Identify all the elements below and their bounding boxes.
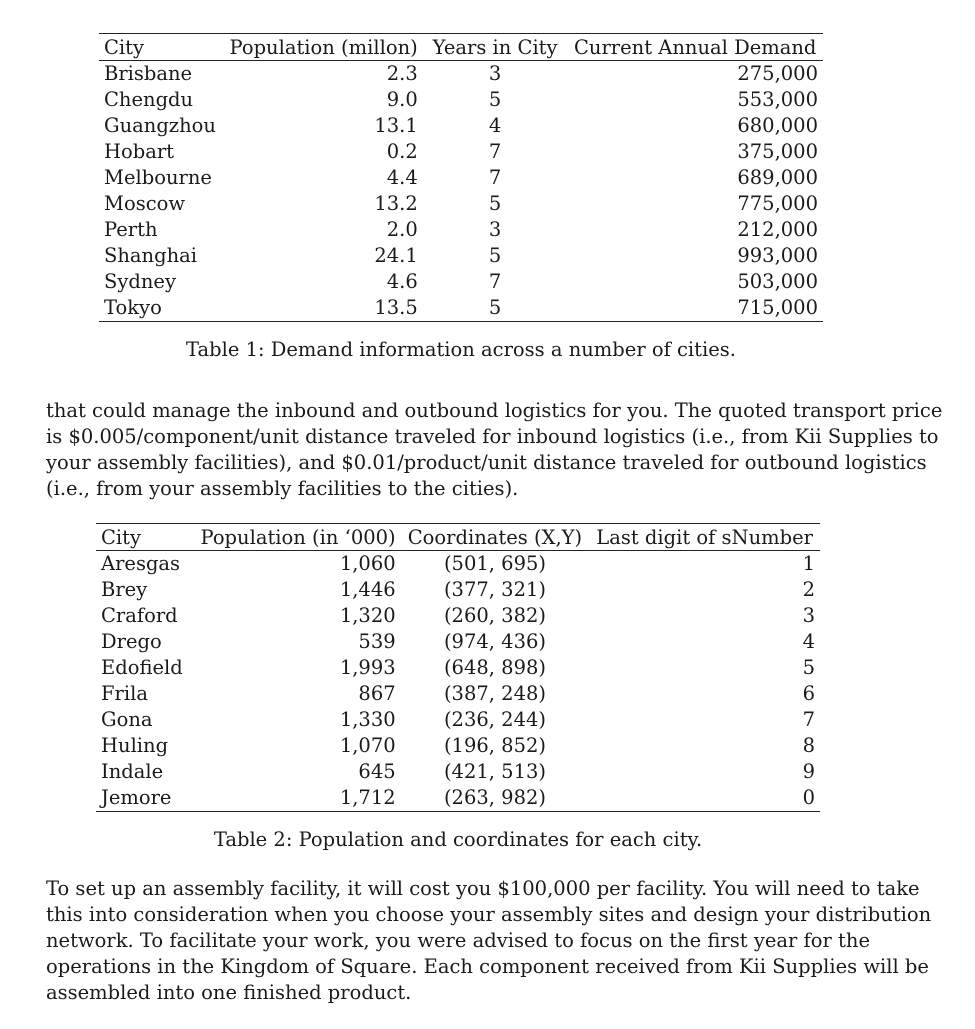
table-cell: (421, 513) (443, 760, 546, 783)
paragraph-line: To set up an assembly facility, it will cost you $100,000 per facility. You will need to take (46, 877, 920, 900)
table-cell: (501, 695) (443, 552, 546, 575)
population-coordinates-table (96, 523, 820, 812)
table-cell: 13.5 (374, 296, 418, 319)
table-row (99, 87, 823, 113)
table-cell: 0 (802, 786, 815, 809)
table-cell: 5 (802, 656, 815, 679)
table-cell: 1,330 (339, 708, 396, 731)
table-row (96, 681, 820, 707)
table-cell: 5 (488, 244, 502, 267)
table-row (99, 269, 823, 295)
logistics-paragraph (46, 398, 943, 502)
table-cell: 3 (488, 218, 502, 241)
population-table-body (96, 551, 820, 812)
table-row (96, 785, 820, 812)
table2-caption: Table 2: Population and coordinates for each city. (213, 828, 703, 851)
table-cell: 275,000 (737, 62, 818, 85)
paragraph-line: network. To facilitate your work, you were advised to focus on the first year for the (46, 929, 870, 952)
table-cell: Melbourne (104, 166, 212, 189)
table-cell: Edofield (101, 656, 183, 679)
table-row (96, 603, 820, 629)
table-cell: 1,993 (339, 656, 396, 679)
paragraph-line: this into consideration when you choose your assembly sites and design your distribution (46, 903, 932, 926)
table-cell: Aresgas (101, 552, 181, 575)
table-cell: Brey (101, 578, 148, 601)
table-cell: 9 (802, 760, 815, 783)
table-cell: Sydney (104, 270, 176, 293)
column-header: Coordinates (X,Y) (407, 525, 583, 549)
table-cell: 1,060 (339, 552, 396, 575)
table-cell: Drego (101, 630, 162, 653)
table-cell: 2 (802, 578, 815, 601)
table-cell: Gona (101, 708, 153, 731)
table-cell: (236, 244) (443, 708, 546, 731)
table-cell: 6 (802, 682, 815, 705)
table-cell: 5 (488, 88, 502, 111)
assembly-paragraph (46, 876, 932, 1006)
column-header: Last digit of sNumber (596, 525, 813, 549)
table-cell: 775,000 (737, 192, 818, 215)
table-cell: 7 (802, 708, 815, 731)
table-row (96, 577, 820, 603)
demand-table-body (99, 61, 823, 322)
table-cell: 1,320 (339, 604, 396, 627)
table-cell: Frila (101, 682, 148, 705)
table-cell: 4.6 (386, 270, 418, 293)
table-cell: 993,000 (737, 244, 818, 267)
column-header: Population (millon) (229, 35, 418, 59)
table-row (96, 707, 820, 733)
table-row (99, 243, 823, 269)
table-cell: 13.1 (374, 114, 418, 137)
demand-table (99, 33, 823, 322)
table-row (96, 733, 820, 759)
table-cell: Huling (101, 734, 169, 757)
table-cell: 375,000 (737, 140, 818, 163)
table-cell: Craford (101, 604, 178, 627)
paragraph-line: assembled into one finished product. (46, 981, 412, 1004)
table-cell: 3 (488, 62, 502, 85)
table-cell: 4 (488, 114, 502, 137)
table-cell: (387, 248) (443, 682, 546, 705)
table-cell: 9.0 (386, 88, 418, 111)
table-cell: Indale (101, 760, 164, 783)
table-header-row (96, 524, 820, 551)
column-header: City (101, 525, 142, 549)
table-row (96, 629, 820, 655)
table-cell: 689,000 (737, 166, 818, 189)
table-cell: (196, 852) (443, 734, 546, 757)
table-cell: 4.4 (386, 166, 418, 189)
table-cell: 553,000 (737, 88, 818, 111)
table-cell: 1 (802, 552, 815, 575)
table-cell: 7 (488, 270, 502, 293)
column-header: Current Annual Demand (574, 35, 817, 59)
table-cell: 1,712 (339, 786, 396, 809)
paragraph-line: that could manage the inbound and outbound logistics for you. The quoted transport price (46, 399, 943, 422)
table-cell: 7 (488, 140, 502, 163)
table-cell: (263, 982) (443, 786, 546, 809)
column-header: Population (in ‘000) (200, 525, 396, 549)
paragraph-line: operations in the Kingdom of Square. Each component received from Kii Supplies will be (46, 955, 929, 978)
column-header: Years in City (432, 35, 558, 59)
table-cell: (974, 436) (443, 630, 546, 653)
paragraph-line: is $0.005/component/unit distance traveled for inbound logistics (i.e., from Kii Supplies to (46, 425, 939, 448)
table-cell: Hobart (104, 140, 175, 163)
table-cell: 1,446 (339, 578, 396, 601)
table-cell: 2.0 (386, 218, 418, 241)
paragraph-line: your assembly facilities), and $0.01/product/unit distance traveled for outbound logistics (46, 451, 927, 474)
column-header: City (104, 35, 145, 59)
table-cell: Jemore (101, 786, 172, 809)
table-cell: Perth (104, 218, 158, 241)
table-cell: Shanghai (104, 244, 198, 267)
table-cell: 3 (802, 604, 815, 627)
table-row (96, 551, 820, 578)
table-row (99, 113, 823, 139)
table-cell: Guangzhou (104, 114, 216, 137)
table-row (99, 191, 823, 217)
table-row (96, 655, 820, 681)
table-cell: Moscow (104, 192, 186, 215)
table-cell: 539 (358, 630, 396, 653)
table-row (99, 217, 823, 243)
table-cell: 7 (488, 166, 502, 189)
table-cell: 1,070 (339, 734, 396, 757)
table-cell: 2.3 (386, 62, 418, 85)
table-cell: 715,000 (737, 296, 818, 319)
table-cell: (260, 382) (443, 604, 546, 627)
table-cell: 5 (488, 296, 502, 319)
table-cell: 4 (802, 630, 815, 653)
table1-caption: Table 1: Demand information across a number of cities. (186, 338, 736, 361)
table-cell: 0.2 (386, 140, 418, 163)
table-cell: 212,000 (737, 218, 818, 241)
table-row (99, 139, 823, 165)
table-header-row (99, 34, 823, 61)
table-cell: 503,000 (737, 270, 818, 293)
table-cell: 5 (488, 192, 502, 215)
table-cell: (648, 898) (443, 656, 546, 679)
table-row (99, 295, 823, 322)
table-cell: 13.2 (374, 192, 418, 215)
table-cell: Tokyo (104, 296, 162, 319)
table-cell: Brisbane (104, 62, 193, 85)
table-row (99, 165, 823, 191)
table-cell: 867 (358, 682, 396, 705)
table-cell: 645 (358, 760, 396, 783)
table-row (99, 61, 823, 88)
table-cell: (377, 321) (443, 578, 546, 601)
table-cell: 8 (802, 734, 815, 757)
table-cell: 680,000 (737, 114, 818, 137)
paragraph-line: (i.e., from your assembly facilities to the cities). (46, 477, 519, 500)
table-cell: 24.1 (374, 244, 418, 267)
table-cell: Chengdu (104, 88, 194, 111)
table-row (96, 759, 820, 785)
